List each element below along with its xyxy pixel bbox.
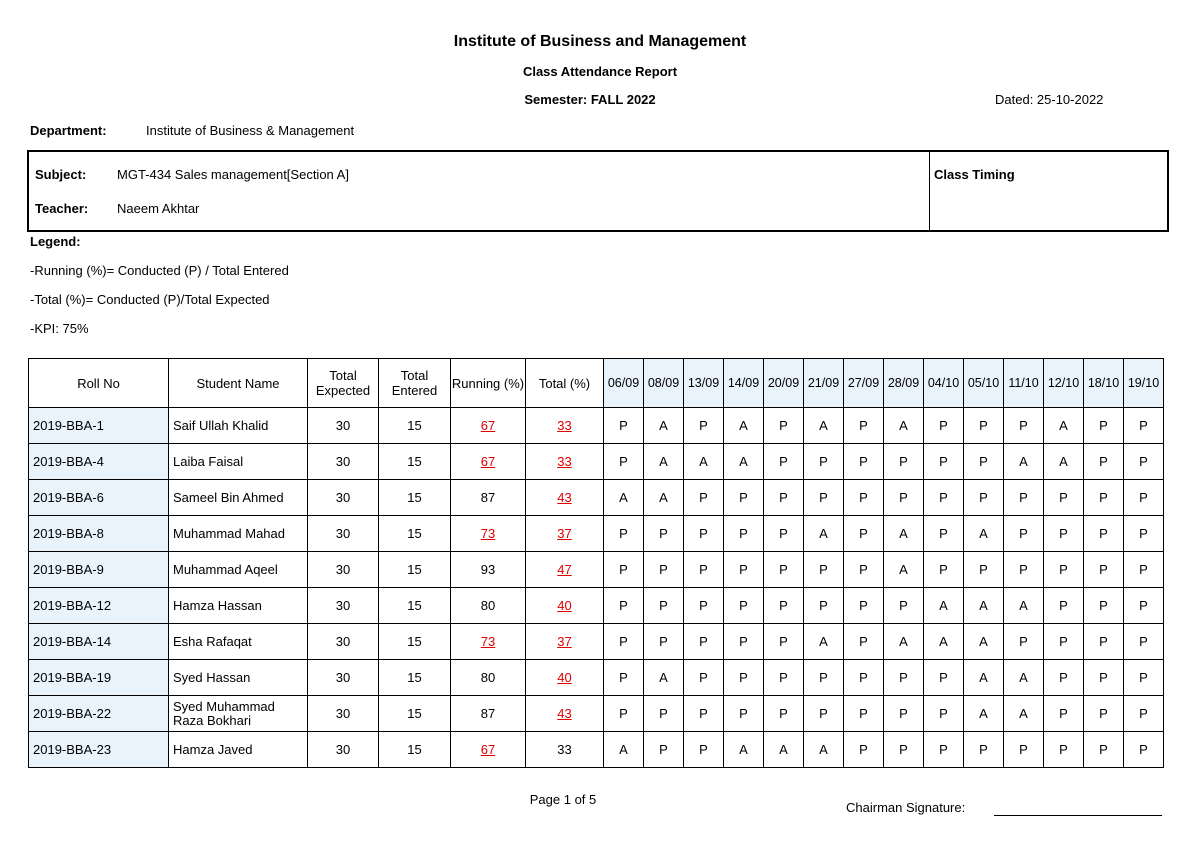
legend-total: -Total (%)= Conducted (P)/Total Expected (30, 292, 270, 307)
attendance-mark-cell: P (1124, 516, 1164, 552)
attendance-mark-cell: P (604, 516, 644, 552)
attendance-mark-cell: P (1084, 624, 1124, 660)
attendance-mark-cell: P (1044, 552, 1084, 588)
table-row (29, 588, 1164, 624)
attendance-mark-cell: P (1124, 552, 1164, 588)
attendance-mark-cell: P (764, 480, 804, 516)
roll-no-cell: 2019-BBA-14 (29, 624, 169, 660)
attendance-mark-cell: A (804, 732, 844, 768)
legend-kpi: -KPI: 75% (30, 321, 89, 336)
attendance-mark-cell: P (724, 660, 764, 696)
attendance-mark-cell: A (884, 624, 924, 660)
attendance-mark-cell: A (604, 732, 644, 768)
header-date: 21/09 (804, 359, 844, 408)
attendance-mark-cell: P (964, 480, 1004, 516)
table-body (29, 408, 1164, 768)
attendance-mark-cell: A (724, 408, 764, 444)
attendance-mark-cell: A (1044, 408, 1084, 444)
running-percent-cell: 80 (451, 660, 526, 696)
running-percent-cell: 87 (451, 480, 526, 516)
total-expected-cell: 30 (308, 624, 379, 660)
attendance-mark-cell: P (644, 516, 684, 552)
attendance-mark-cell: P (1004, 408, 1044, 444)
attendance-mark-cell: P (644, 588, 684, 624)
total-entered-cell: 15 (379, 732, 451, 768)
attendance-mark-cell: P (884, 480, 924, 516)
attendance-mark-cell: P (1084, 516, 1124, 552)
running-percent-cell: 87 (451, 696, 526, 732)
header-date: 06/09 (604, 359, 644, 408)
total-entered-cell: 15 (379, 588, 451, 624)
table-row (29, 480, 1164, 516)
attendance-mark-cell: P (844, 408, 884, 444)
total-expected-cell: 30 (308, 480, 379, 516)
header-date: 18/10 (1084, 359, 1124, 408)
attendance-mark-cell: P (1084, 588, 1124, 624)
table-row (29, 516, 1164, 552)
table-row (29, 444, 1164, 480)
header-total-expected: Total Expected (308, 359, 379, 408)
header-date: 12/10 (1044, 359, 1084, 408)
roll-no-cell: 2019-BBA-23 (29, 732, 169, 768)
running-percent-cell: 80 (451, 588, 526, 624)
class-timing-label: Class Timing (934, 167, 1015, 182)
attendance-mark-cell: A (884, 516, 924, 552)
attendance-mark-cell: P (1124, 480, 1164, 516)
attendance-mark-cell: P (924, 660, 964, 696)
teacher-label: Teacher: (35, 201, 89, 216)
attendance-mark-cell: P (924, 408, 964, 444)
report-title: Institute of Business and Management (453, 33, 747, 50)
total-entered-cell: 15 (379, 552, 451, 588)
student-name-cell: Hamza Hassan (169, 588, 308, 624)
attendance-mark-cell: A (1044, 444, 1084, 480)
total-entered-cell: 15 (379, 696, 451, 732)
table-row (29, 660, 1164, 696)
attendance-mark-cell: A (804, 624, 844, 660)
roll-no-cell: 2019-BBA-19 (29, 660, 169, 696)
attendance-mark-cell: A (724, 732, 764, 768)
attendance-mark-cell: P (844, 516, 884, 552)
attendance-mark-cell: P (1044, 732, 1084, 768)
attendance-mark-cell: P (1124, 660, 1164, 696)
attendance-mark-cell: A (644, 408, 684, 444)
attendance-mark-cell: A (1004, 696, 1044, 732)
total-expected-cell: 30 (308, 696, 379, 732)
attendance-mark-cell: A (964, 696, 1004, 732)
attendance-mark-cell: P (844, 552, 884, 588)
attendance-mark-cell: P (804, 552, 844, 588)
attendance-mark-cell: P (844, 696, 884, 732)
chairman-signature-label: Chairman Signature: (846, 800, 966, 815)
attendance-mark-cell: P (924, 516, 964, 552)
total-percent-cell: 43 (526, 480, 604, 516)
attendance-mark-cell: P (924, 480, 964, 516)
attendance-mark-cell: P (604, 624, 644, 660)
attendance-mark-cell: P (884, 696, 924, 732)
attendance-mark-cell: P (1044, 516, 1084, 552)
attendance-mark-cell: P (764, 516, 804, 552)
student-name-cell: Laiba Faisal (169, 444, 308, 480)
attendance-mark-cell: P (804, 696, 844, 732)
total-expected-cell: 30 (308, 588, 379, 624)
attendance-mark-cell: P (764, 696, 804, 732)
header-date: 27/09 (844, 359, 884, 408)
attendance-mark-cell: P (764, 660, 804, 696)
attendance-mark-cell: P (1084, 696, 1124, 732)
student-name-cell: Hamza Javed (169, 732, 308, 768)
header-date: 05/10 (964, 359, 1004, 408)
student-name-cell: Syed Muhammad Raza Bokhari (169, 696, 308, 732)
attendance-mark-cell: P (724, 624, 764, 660)
signature-line (994, 815, 1162, 816)
header-date: 08/09 (644, 359, 684, 408)
student-name-cell: Esha Rafaqat (169, 624, 308, 660)
total-entered-cell: 15 (379, 480, 451, 516)
attendance-mark-cell: P (1004, 624, 1044, 660)
attendance-mark-cell: P (684, 408, 724, 444)
attendance-mark-cell: A (804, 516, 844, 552)
running-percent-cell: 73 (451, 516, 526, 552)
header-student-name: Student Name (169, 359, 308, 408)
total-expected-cell: 30 (308, 408, 379, 444)
attendance-mark-cell: A (964, 516, 1004, 552)
table-row (29, 552, 1164, 588)
total-entered-cell: 15 (379, 408, 451, 444)
attendance-mark-cell: P (924, 732, 964, 768)
attendance-mark-cell: P (604, 552, 644, 588)
header-total-entered: Total Entered (379, 359, 451, 408)
student-name-cell: Saif Ullah Khalid (169, 408, 308, 444)
attendance-mark-cell: P (1044, 588, 1084, 624)
roll-no-cell: 2019-BBA-1 (29, 408, 169, 444)
total-entered-cell: 15 (379, 660, 451, 696)
attendance-mark-cell: P (684, 696, 724, 732)
header-running-percent: Running (%) (451, 359, 526, 408)
total-percent-cell: 37 (526, 624, 604, 660)
attendance-mark-cell: A (964, 660, 1004, 696)
attendance-mark-cell: P (644, 624, 684, 660)
subject-info-box (27, 150, 1169, 232)
header-date: 04/10 (924, 359, 964, 408)
attendance-mark-cell: A (884, 552, 924, 588)
running-percent-cell: 93 (451, 552, 526, 588)
attendance-mark-cell: P (1124, 732, 1164, 768)
department-label: Department: (30, 123, 107, 138)
attendance-mark-cell: P (604, 660, 644, 696)
attendance-mark-cell: P (1044, 660, 1084, 696)
total-expected-cell: 30 (308, 732, 379, 768)
roll-no-cell: 2019-BBA-4 (29, 444, 169, 480)
attendance-mark-cell: P (764, 624, 804, 660)
total-expected-cell: 30 (308, 444, 379, 480)
attendance-mark-cell: P (604, 588, 644, 624)
attendance-mark-cell: P (844, 444, 884, 480)
dated-label: Dated: 25-10-2022 (995, 92, 1104, 107)
attendance-mark-cell: P (964, 552, 1004, 588)
attendance-mark-cell: P (844, 624, 884, 660)
subject-value: MGT-434 Sales management[Section A] (117, 167, 349, 182)
attendance-mark-cell: A (604, 480, 644, 516)
attendance-mark-cell: P (804, 660, 844, 696)
attendance-mark-cell: P (644, 732, 684, 768)
header-date: 14/09 (724, 359, 764, 408)
roll-no-cell: 2019-BBA-22 (29, 696, 169, 732)
total-percent-cell: 37 (526, 516, 604, 552)
attendance-table (28, 358, 1164, 768)
running-percent-cell: 67 (451, 444, 526, 480)
attendance-mark-cell: P (764, 552, 804, 588)
attendance-mark-cell: A (924, 624, 964, 660)
attendance-mark-cell: P (1124, 696, 1164, 732)
total-percent-cell: 40 (526, 588, 604, 624)
attendance-mark-cell: P (924, 552, 964, 588)
attendance-mark-cell: P (804, 480, 844, 516)
table-row (29, 624, 1164, 660)
roll-no-cell: 2019-BBA-6 (29, 480, 169, 516)
student-name-cell: Muhammad Mahad (169, 516, 308, 552)
running-percent-cell: 73 (451, 624, 526, 660)
header-total-percent: Total (%) (526, 359, 604, 408)
attendance-mark-cell: P (844, 732, 884, 768)
table-row (29, 732, 1164, 768)
attendance-mark-cell: A (964, 588, 1004, 624)
attendance-mark-cell: A (884, 408, 924, 444)
total-entered-cell: 15 (379, 444, 451, 480)
roll-no-cell: 2019-BBA-9 (29, 552, 169, 588)
attendance-mark-cell: P (1124, 444, 1164, 480)
total-expected-cell: 30 (308, 660, 379, 696)
page-number: Page 1 of 5 (529, 792, 597, 807)
student-name-cell: Syed Hassan (169, 660, 308, 696)
attendance-mark-cell: P (764, 408, 804, 444)
table-header-row (29, 359, 1164, 408)
attendance-mark-cell: P (1084, 444, 1124, 480)
attendance-mark-cell: P (884, 732, 924, 768)
attendance-mark-cell: A (924, 588, 964, 624)
legend-running: -Running (%)= Conducted (P) / Total Entered (30, 263, 289, 278)
total-percent-cell: 43 (526, 696, 604, 732)
attendance-mark-cell: P (964, 444, 1004, 480)
attendance-mark-cell: P (964, 732, 1004, 768)
attendance-mark-cell: P (1004, 732, 1044, 768)
attendance-mark-cell: P (844, 480, 884, 516)
table-row (29, 408, 1164, 444)
attendance-mark-cell: A (1004, 660, 1044, 696)
total-percent-cell: 47 (526, 552, 604, 588)
attendance-mark-cell: P (684, 516, 724, 552)
attendance-mark-cell: P (724, 588, 764, 624)
header-date: 20/09 (764, 359, 804, 408)
total-expected-cell: 30 (308, 516, 379, 552)
attendance-mark-cell: P (924, 444, 964, 480)
attendance-mark-cell: P (924, 696, 964, 732)
attendance-mark-cell: A (1004, 444, 1044, 480)
attendance-mark-cell: P (804, 444, 844, 480)
total-percent-cell: 40 (526, 660, 604, 696)
attendance-mark-cell: P (844, 588, 884, 624)
attendance-mark-cell: P (724, 516, 764, 552)
total-percent-cell: 33 (526, 408, 604, 444)
semester-label: Semester: FALL 2022 (524, 92, 656, 107)
attendance-mark-cell: P (764, 444, 804, 480)
attendance-mark-cell: P (684, 624, 724, 660)
attendance-mark-cell: P (1044, 696, 1084, 732)
attendance-mark-cell: P (1004, 516, 1044, 552)
attendance-mark-cell: P (844, 660, 884, 696)
attendance-mark-cell: P (884, 444, 924, 480)
attendance-mark-cell: P (804, 588, 844, 624)
student-name-cell: Muhammad Aqeel (169, 552, 308, 588)
attendance-mark-cell: P (1044, 480, 1084, 516)
attendance-mark-cell: P (604, 444, 644, 480)
department-value: Institute of Business & Management (146, 123, 355, 138)
total-entered-cell: 15 (379, 624, 451, 660)
attendance-mark-cell: P (724, 696, 764, 732)
total-percent-cell: 33 (526, 444, 604, 480)
attendance-mark-cell: A (804, 408, 844, 444)
header-date: 28/09 (884, 359, 924, 408)
attendance-mark-cell: A (644, 444, 684, 480)
attendance-mark-cell: P (1124, 588, 1164, 624)
attendance-mark-cell: P (1084, 732, 1124, 768)
attendance-mark-cell: P (1084, 660, 1124, 696)
attendance-mark-cell: P (764, 588, 804, 624)
header-date: 19/10 (1124, 359, 1164, 408)
running-percent-cell: 67 (451, 408, 526, 444)
roll-no-cell: 2019-BBA-12 (29, 588, 169, 624)
attendance-mark-cell: P (724, 480, 764, 516)
attendance-mark-cell: A (644, 660, 684, 696)
attendance-mark-cell: P (644, 696, 684, 732)
attendance-mark-cell: P (964, 408, 1004, 444)
attendance-mark-cell: A (644, 480, 684, 516)
attendance-mark-cell: P (604, 696, 644, 732)
info-divider (929, 152, 930, 230)
attendance-mark-cell: A (684, 444, 724, 480)
attendance-mark-cell: P (1044, 624, 1084, 660)
header-date: 13/09 (684, 359, 724, 408)
roll-no-cell: 2019-BBA-8 (29, 516, 169, 552)
attendance-mark-cell: P (1124, 408, 1164, 444)
attendance-mark-cell: P (884, 660, 924, 696)
attendance-mark-cell: A (724, 444, 764, 480)
student-name-cell: Sameel Bin Ahmed (169, 480, 308, 516)
attendance-mark-cell: P (1004, 480, 1044, 516)
attendance-mark-cell: P (684, 480, 724, 516)
report-subtitle: Class Attendance Report (522, 64, 678, 79)
total-percent-cell: 33 (526, 732, 604, 768)
subject-label: Subject: (35, 167, 87, 182)
attendance-mark-cell: P (684, 588, 724, 624)
attendance-mark-cell: P (604, 408, 644, 444)
attendance-mark-cell: P (1084, 552, 1124, 588)
attendance-mark-cell: P (1084, 408, 1124, 444)
header-roll-no: Roll No (29, 359, 169, 408)
total-expected-cell: 30 (308, 552, 379, 588)
attendance-mark-cell: P (684, 660, 724, 696)
legend-title: Legend: (30, 234, 81, 249)
attendance-mark-cell: P (1124, 624, 1164, 660)
attendance-mark-cell: P (684, 732, 724, 768)
teacher-value: Naeem Akhtar (117, 201, 200, 216)
running-percent-cell: 67 (451, 732, 526, 768)
attendance-mark-cell: A (1004, 588, 1044, 624)
header-date: 11/10 (1004, 359, 1044, 408)
attendance-mark-cell: P (724, 552, 764, 588)
attendance-mark-cell: P (884, 588, 924, 624)
table-row (29, 696, 1164, 732)
total-entered-cell: 15 (379, 516, 451, 552)
attendance-mark-cell: P (1004, 552, 1044, 588)
attendance-mark-cell: P (1084, 480, 1124, 516)
attendance-mark-cell: A (764, 732, 804, 768)
attendance-mark-cell: A (964, 624, 1004, 660)
attendance-mark-cell: P (644, 552, 684, 588)
attendance-mark-cell: P (684, 552, 724, 588)
